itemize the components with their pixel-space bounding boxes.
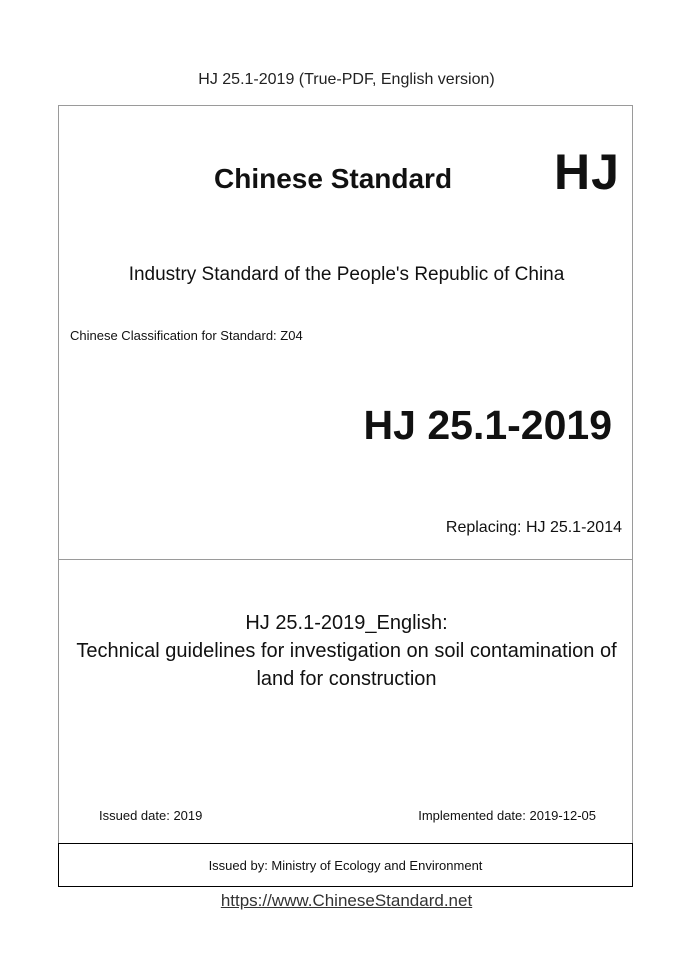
document-title-line: land for construction bbox=[256, 668, 437, 690]
cover-lower-panel bbox=[58, 559, 633, 844]
classification-label: Chinese Classification for Standard: Z04 bbox=[70, 328, 303, 343]
replacing-label: Replacing: HJ 25.1-2014 bbox=[445, 519, 622, 536]
footer bbox=[0, 891, 693, 911]
document-title-line: Technical guidelines for investigation on soil contamination of bbox=[76, 640, 617, 662]
document-title bbox=[59, 609, 634, 693]
standard-type-title: Chinese Standard bbox=[214, 163, 453, 194]
implemented-date: Implemented date: 2019-12-05 bbox=[418, 808, 596, 823]
standard-number: HJ 25.1-2019 bbox=[363, 402, 612, 448]
document-title-line: HJ 25.1-2019_English: bbox=[245, 612, 448, 634]
website-link[interactable]: https://www.ChineseStandard.net bbox=[220, 891, 473, 910]
standard-code-prefix: HJ bbox=[554, 144, 620, 200]
dates-row bbox=[99, 808, 596, 823]
cover-upper-panel bbox=[58, 105, 633, 560]
page-caption: HJ 25.1-2019 (True-PDF, English version) bbox=[198, 71, 495, 88]
issued-date: Issued date: 2019 bbox=[99, 808, 203, 823]
issuer-panel bbox=[58, 843, 633, 887]
issued-by-label: Issued by: Ministry of Ecology and Environment bbox=[208, 857, 483, 873]
industry-standard-line: Industry Standard of the People's Republic of China bbox=[128, 264, 565, 285]
